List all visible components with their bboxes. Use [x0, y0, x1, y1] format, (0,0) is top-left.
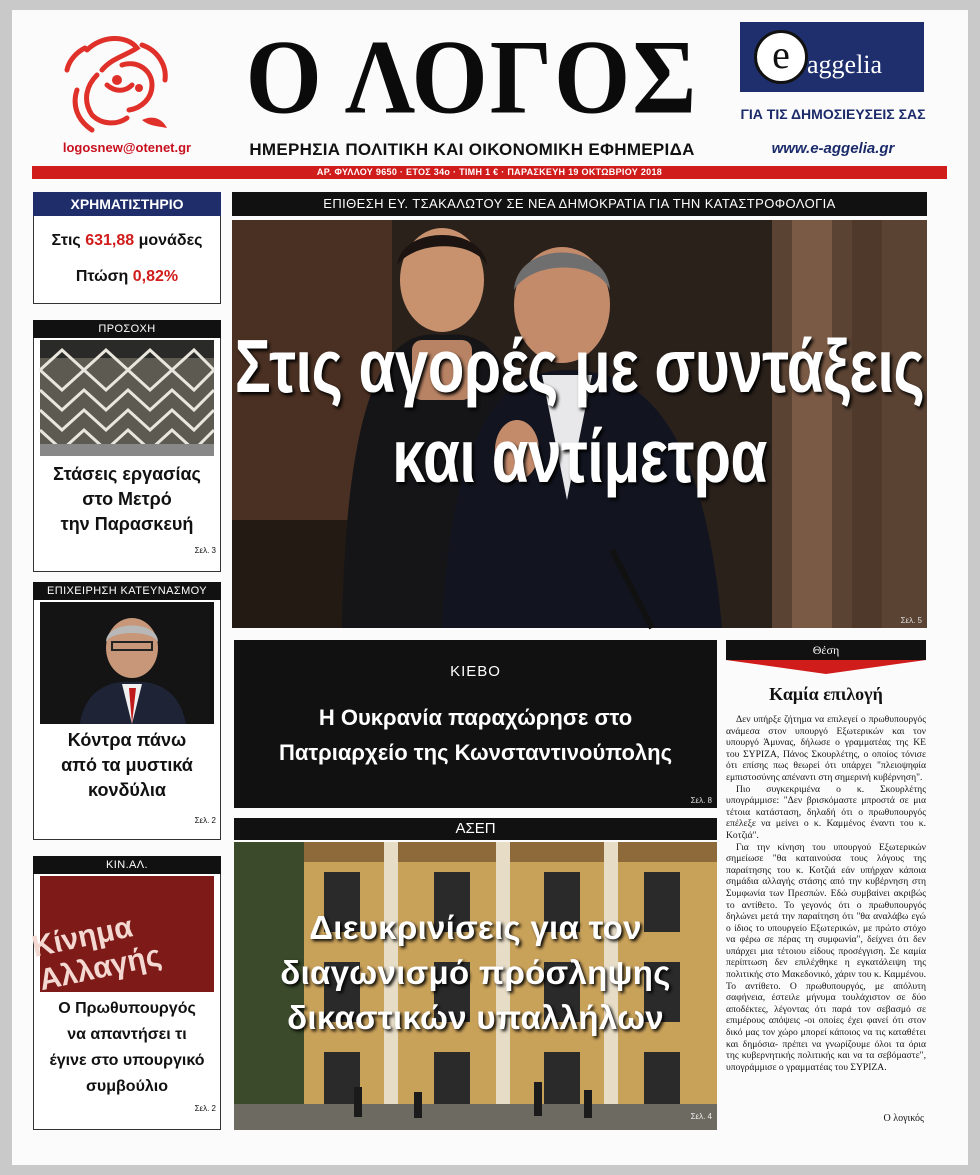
sidebar-story-header: ΕΠΙΧΕΙΡΗΣΗ ΚΑΤΕΥΝΑΣΜΟΥ [33, 582, 221, 600]
opinion-arrow-icon [726, 660, 926, 674]
opinion-paragraph: Δεν υπήρξε ζήτημα να επιλεγεί ο πρωθυπουργός ανάμεσα στον υπουργό Εξωτερικών και τον υπουργό Άμυνας, δήλωσε ο γραμματέας της ΚΕ του ΣΥΡΙΖΑ, Πάνος Σκουρλέτης, ο οποίος τόνισε ότι επίσης πως θεωρεί ότι υπάρχει "πλειοψηφία εμπιστοσύνης απέναντι στη σημερινή κυβέρνηση". [726, 714, 926, 783]
page-reference: Σελ. 3 [194, 546, 216, 555]
eaggelia-logo-text: aggelia [807, 50, 883, 79]
politician-photo [40, 602, 214, 724]
lead-story-strap: ΕΠΙΘΕΣΗ ΕΥ. ΤΣΑΚΑΛΩΤΟΥ ΣΕ ΝΕΑ ΔΗΜΟΚΡΑΤΙΑ ΓΙΑ ΤΗΝ ΚΑΤΑΣΤΡΟΦΟΛΟΓΙΑ [232, 192, 927, 216]
stock-change-line [33, 268, 221, 286]
eaggelia-url[interactable]: www.e-aggelia.gr [771, 140, 895, 157]
opinion-body [726, 714, 926, 1073]
stock-box-header: ΧΡΗΜΑΤΙΣΤΗΡΙΟ [33, 192, 221, 216]
sidebar-story-header: ΚΙΝ.ΑΛ. [33, 856, 221, 874]
story-line: Κόντρα πάνω [67, 730, 187, 750]
opinion-paragraph: Για την κίνηση του υπουργού Εξωτερικών σημείωσε "θα καταινούσα τους λόγους της παραίτησης του κ. Κοτζιά εάν υπήρχαν κάποια σημάδια αλλαγής στάσης από την κυβέρνηση στη Συμφωνία των Πρεσπών. Εδώ συμβαίνει ακριβώς το αντίθετο. Το γεγονός ότι ο πρωθυπουργός δηλώνει μετά την παραίτηση ότι "θα αναλάβω εγώ ο ίδιος το υπουργείο Εξωτερικών, με πρώτο στόχο να φέρω σε πέρας τη συμφωνία", δείχνει ότι δεν υπάρχει μια τέτοιου είδους προσέγγιση. Σε καμία περίπτωση δεν επιλέχθηκε η εγκατάλειψη της πολιτικής στο Μακεδονικό, χάριν του κ. Καμμένου. Το αντίθετο. Ο πρωθυπουργός, με απόλυτη σαφήνεια, έστειλε μήνυμα τουλάχιστον σε δύο αποδέκτες, λέγοντας ότι παρά τον σεβασμό σε επιμέρους απόψεις -οι οποίες έχει φανεί ότι στον δικό μας τον χώρο μπορεί κάποιος να τις καταθέτει και δημόσια- πρέπει να γνωρίζουμε όλοι τα όρια της κυβερνητικής πολιτικής και να τα σεβόμαστε", υπογράμμισε ο γραμματέας του ΣΥΡΙΖΑ. [726, 841, 926, 1073]
opinion-signature: Ο λογικός [883, 1113, 924, 1124]
story-line: να απαντήσει τι [67, 1026, 187, 1043]
story-line: συμβούλιο [85, 1078, 168, 1095]
headline-line: και αντίμετρα [392, 414, 767, 499]
page-reference: Σελ. 2 [194, 816, 216, 825]
stock-index-prefix: Στις [51, 232, 86, 249]
issue-info-bar: ΑΡ. ΦΥΛΛΟΥ 9650 · ΕΤΟΣ 34ο · ΤΙΜΗ 1 € · ΠΑΡΑΣΚΕΥΗ 19 ΟΚΤΩΒΡΙΟΥ 2018 [32, 166, 947, 179]
page-reference: Σελ. 8 [690, 796, 712, 805]
page-reference: Σελ. 4 [690, 1112, 712, 1121]
headline-line: δικαστικών υπαλλήλων [287, 999, 664, 1036]
headline-line: Η Ουκρανία παραχώρησε στο [318, 705, 633, 730]
opinion-title: Καμία επιλογή [769, 684, 883, 704]
story-line: κονδύλια [88, 780, 166, 800]
stock-index-value: 631,88 [85, 232, 135, 249]
metro-shutter-image [40, 340, 214, 456]
sidebar-story-title [33, 728, 221, 803]
kinal-banner-text: Κίνημα Αλλαγής [29, 910, 165, 998]
headline-line: Πατριαρχείο της Κωνσταντινούπολης [278, 740, 673, 765]
stock-index-suffix: μονάδες [134, 232, 203, 249]
sidebar-story-header: ΠΡΟΣΟΧΗ [33, 320, 221, 338]
story-line: Ο Πρωθυπουργός [58, 1000, 196, 1017]
story-line: έγινε στο υπουργικό [49, 1052, 205, 1069]
headline-line: διαγωνισμό πρόσληψης [280, 954, 671, 991]
sidebar-story-title [33, 996, 221, 1100]
asep-story-tag: ΑΣΕΠ [234, 818, 717, 840]
opinion-tag: Θέση [726, 640, 926, 660]
newspaper-title: Ο ΛΟΓΟΣ [245, 19, 699, 137]
page-reference: Σελ. 5 [900, 616, 922, 625]
stock-change-prefix: Πτώση [75, 268, 133, 285]
eaggelia-logo-icon: e [754, 30, 808, 84]
page-reference: Σελ. 2 [194, 1104, 216, 1113]
story-line: από τα μυστικά [61, 755, 193, 775]
logo-figures-icon [57, 30, 177, 140]
story-line: Στάσεις εργασίας [53, 464, 201, 484]
sidebar-story-title [33, 462, 221, 537]
opinion-paragraph: Πιο συγκεκριμένα ο κ. Σκουρλέτης υπογράμμισε: "Δεν βρισκόμαστε μπροστά σε μια τέτοια κατάσταση, δηλαδή ότι ο πρωθυπουργός επέλεξε να μείνει ο κ. Καμμένος έναντι του κ. Κοτζιά". [726, 783, 926, 841]
newspaper-front-page [12, 10, 968, 1165]
newspaper-subtitle: ΗΜΕΡΗΣΙΑ ΠΟΛΙΤΙΚΗ ΚΑΙ ΟΙΚΟΝΟΜΙΚΗ ΕΦΗΜΕΡΙΔΑ [249, 140, 695, 159]
kinal-banner-image [29, 876, 214, 998]
asep-headline [234, 905, 717, 1040]
kievo-headline [234, 700, 717, 770]
eaggelia-tagline: ΓΙΑ ΤΙΣ ΔΗΜΟΣΙΕΥΣΕΙΣ ΣΑΣ [740, 106, 926, 122]
story-line: την Παρασκευή [60, 514, 194, 534]
stock-change-value: 0,82% [132, 268, 179, 285]
stock-index-line [33, 232, 221, 250]
story-line: στο Μετρό [82, 489, 172, 509]
headline-line: Στις αγορές με συντάξεις [234, 324, 925, 409]
headline-line: Διευκρινίσεις για τον [309, 909, 642, 946]
kievo-story-tag: ΚΙΕΒΟ [450, 663, 501, 680]
contact-email[interactable]: logosnew@otenet.gr [62, 140, 192, 155]
lead-headline [232, 322, 927, 502]
